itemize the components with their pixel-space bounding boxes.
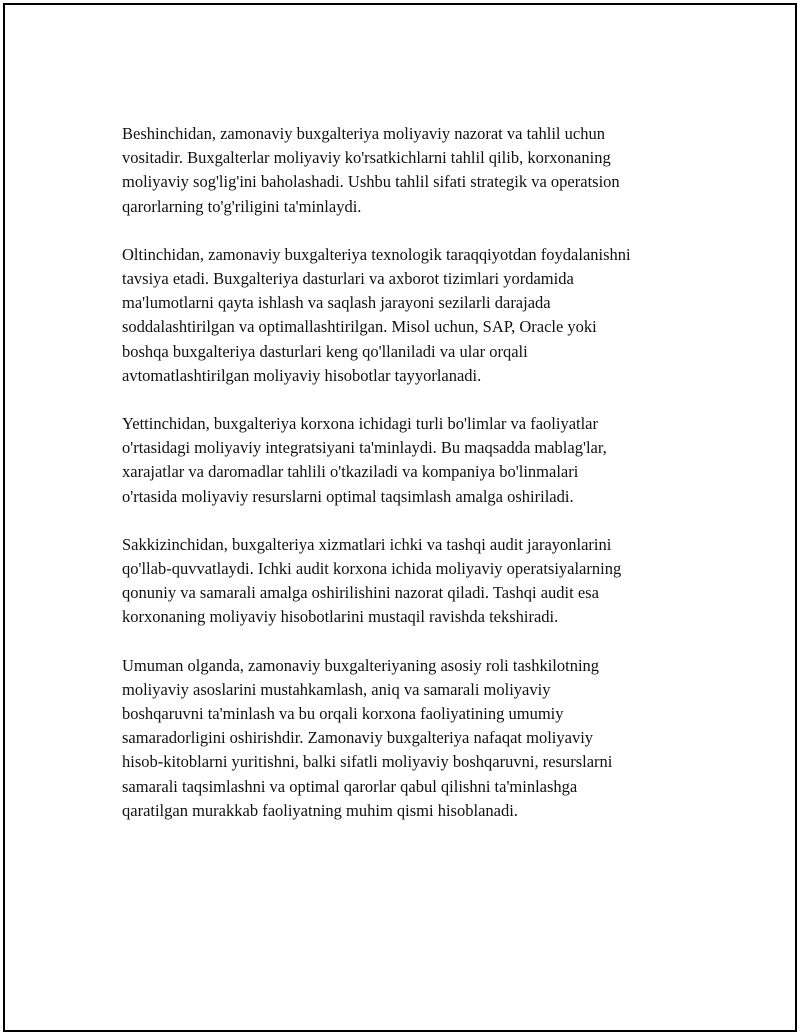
paragraph-line: qarorlarning to'g'riligini ta'minlaydi.	[122, 196, 362, 216]
paragraph-oltinchidan	[122, 243, 702, 388]
document-body	[122, 122, 702, 847]
paragraph-line: ma'lumotlarni qayta ishlash va saqlash jarayoni sezilarli darajada	[122, 293, 551, 313]
paragraph-line: avtomatlashtirilgan moliyaviy hisobotlar tayyorlanadi.	[122, 365, 482, 385]
paragraph-line: moliyaviy asoslarini mustahkamlash, aniq va samarali moliyaviy	[122, 679, 551, 699]
paragraph-sakkizinchidan	[122, 533, 702, 630]
paragraph-line: boshqa buxgalteriya dasturlari keng qo'llaniladi va ular orqali	[122, 341, 528, 361]
paragraph-line: samarali taqsimlashni va optimal qarorlar qabul qilishni ta'minlashga	[122, 776, 578, 796]
paragraph-line: Umuman olganda, zamonaviy buxgalteriyaning asosiy roli tashkilotning	[122, 655, 600, 675]
paragraph-line: Oltinchidan, zamonaviy buxgalteriya texnologik taraqqiyotdan foydalanishni	[122, 244, 631, 264]
paragraph-line: hisob-kitoblarni yuritishni, balki sifatli moliyaviy boshqaruvni, resurslarni	[122, 752, 613, 772]
paragraph-line: boshqaruvni ta'minlash va bu orqali korxona faoliyatining umumiy	[122, 704, 564, 724]
paragraph-line: o'rtasidagi moliyaviy integratsiyani ta'minlaydi. Bu maqsadda mablag'lar,	[122, 438, 607, 458]
paragraph-line: samaradorligini oshirishdir. Zamonaviy buxgalteriya nafaqat moliyaviy	[122, 728, 594, 748]
paragraph-line: vositadir. Buxgalterlar moliyaviy ko'rsatkichlarni tahlil qilib, korxonaning	[122, 148, 611, 168]
paragraph-line: korxonaning moliyaviy hisobotlarini mustaqil ravishda tekshiradi.	[122, 607, 559, 627]
paragraph-yettinchidan	[122, 412, 702, 509]
paragraph-beshinchidan	[122, 122, 702, 219]
paragraph-line: tavsiya etadi. Buxgalteriya dasturlari va axborot tizimlari yordamida	[122, 269, 574, 289]
paragraph-umuman-olganda	[122, 654, 702, 823]
paragraph-line: Yettinchidan, buxgalteriya korxona ichidagi turli bo'limlar va faoliyatlar	[122, 414, 599, 434]
page-border	[3, 3, 797, 1032]
paragraph-line: qonuniy va samarali amalga oshirilishini nazorat qiladi. Tashqi audit esa	[122, 583, 599, 603]
paragraph-line: soddalashtirilgan va optimallashtirilgan. Misol uchun, SAP, Oracle yoki	[122, 317, 597, 337]
paragraph-line: o'rtasida moliyaviy resurslarni optimal taqsimlash amalga oshiriladi.	[122, 486, 574, 506]
paragraph-line: qaratilgan murakkab faoliyatning muhim qismi hisoblanadi.	[122, 800, 518, 820]
paragraph-line: moliyaviy sog'lig'ini baholashadi. Ushbu tahlil sifati strategik va operatsion	[122, 172, 620, 192]
paragraph-line: xarajatlar va daromadlar tahlili o'tkaziladi va kompaniya bo'linmalari	[122, 462, 579, 482]
paragraph-line: Beshinchidan, zamonaviy buxgalteriya moliyaviy nazorat va tahlil uchun	[122, 124, 605, 143]
paragraph-line: qo'llab-quvvatlaydi. Ichki audit korxona ichida moliyaviy operatsiyalarning	[122, 559, 622, 579]
paragraph-line: Sakkizinchidan, buxgalteriya xizmatlari ichki va tashqi audit jarayonlarini	[122, 534, 612, 554]
